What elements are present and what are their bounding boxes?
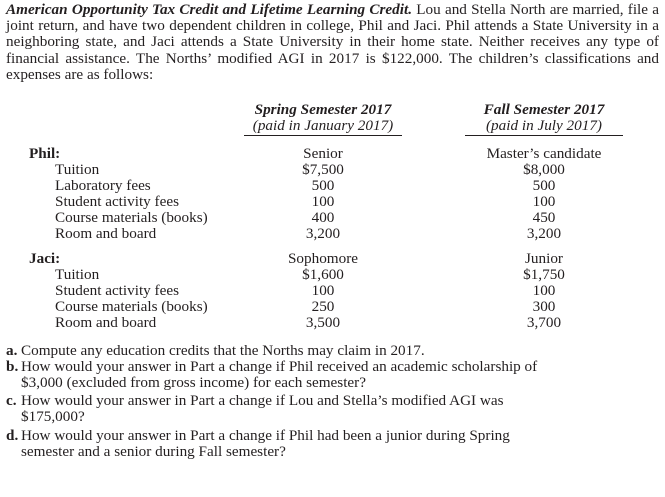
fall-column-title: Fall Semester 2017 (483, 101, 605, 118)
table-row (0, 178, 665, 194)
question-a (6, 343, 659, 359)
table-row (0, 299, 665, 315)
fall-value: 3,200 (526, 225, 562, 242)
table-row (0, 210, 665, 226)
problem-heading: American Opportunity Tax Credit and Lifetime Learning Credit. (6, 1, 412, 18)
fall-column-subtitle: (paid in July 2017) (486, 117, 602, 135)
question-letter: d. (6, 427, 19, 444)
phil-fall-class: Master’s candidate (486, 145, 602, 162)
table-row (0, 194, 665, 210)
spring-value: $7,500 (302, 161, 344, 178)
fall-column-header (449, 102, 639, 136)
problem-intro (6, 2, 659, 83)
spring-value: 3,200 (305, 225, 341, 242)
fall-value: 100 (532, 193, 556, 210)
row-label: Room and board (55, 225, 157, 242)
row-label: Tuition (55, 266, 100, 283)
question-continuation: semester and a senior during Fall semester? (21, 443, 286, 461)
fall-value: 3,700 (526, 314, 562, 331)
spring-value: 500 (311, 177, 335, 194)
table-row (0, 267, 665, 283)
jaci-fall-class: Junior (525, 250, 563, 267)
phil-header-row (0, 146, 665, 162)
spring-value: 100 (311, 282, 335, 299)
question-text: How would your answer in Part a change if Phil had been a junior during Spring (21, 427, 510, 444)
row-label: Tuition (55, 161, 100, 178)
question-b (6, 359, 659, 391)
fall-value: $1,750 (523, 266, 565, 283)
spring-column-header (228, 102, 418, 136)
question-continuation: $175,000? (21, 408, 85, 426)
spring-header-rule (244, 135, 402, 136)
spring-value: 3,500 (305, 314, 341, 331)
jaci-name: Jaci: (29, 250, 61, 267)
spring-value: 100 (311, 193, 335, 210)
table-row (0, 315, 665, 331)
spring-value: 400 (311, 209, 335, 226)
question-d (6, 428, 659, 460)
row-label: Course materials (books) (55, 298, 208, 315)
question-continuation: $3,000 (excluded from gross income) for each semester? (21, 374, 366, 392)
row-label: Course materials (books) (55, 209, 208, 226)
row-label: Student activity fees (55, 193, 179, 210)
table-row (0, 226, 665, 242)
phil-spring-class: Senior (303, 145, 343, 162)
question-letter: c. (6, 392, 17, 409)
question-letter: a. (6, 342, 18, 359)
question-text: How would your answer in Part a change if Phil received an academic scholarship of (21, 358, 538, 375)
fall-value: $8,000 (523, 161, 565, 178)
jaci-header-row (0, 251, 665, 267)
spring-value: $1,600 (302, 266, 344, 283)
question-letter: b. (6, 358, 19, 375)
fall-header-rule (465, 135, 623, 136)
spring-column-subtitle: (paid in January 2017) (252, 117, 394, 135)
problem-body: Lou and Stella North are married, file a joint return, and have two dependent children in college, Phil and Jaci. Phil attends a State University in a neighboring state, and Jaci attends a State University in their home state. Neither receives any type of financial assistance. The Norths’ modified AGI in 2017 is $122,000. The children’s classifications and expenses are as follows: (6, 1, 660, 83)
fall-value: 300 (532, 298, 556, 315)
fall-value: 450 (532, 209, 556, 226)
table-row (0, 283, 665, 299)
row-label: Laboratory fees (55, 177, 151, 194)
table-row (0, 162, 665, 178)
fall-value: 500 (532, 177, 556, 194)
question-text: Compute any education credits that the Norths may claim in 2017. (21, 342, 425, 359)
phil-name: Phil: (29, 145, 61, 162)
row-label: Student activity fees (55, 282, 179, 299)
jaci-spring-class: Sophomore (287, 250, 359, 267)
question-text: How would your answer in Part a change if Lou and Stella’s modified AGI was (21, 392, 504, 409)
fall-value: 100 (532, 282, 556, 299)
question-c (6, 393, 659, 425)
row-label: Room and board (55, 314, 157, 331)
spring-value: 250 (311, 298, 335, 315)
spring-column-title: Spring Semester 2017 (254, 101, 392, 118)
